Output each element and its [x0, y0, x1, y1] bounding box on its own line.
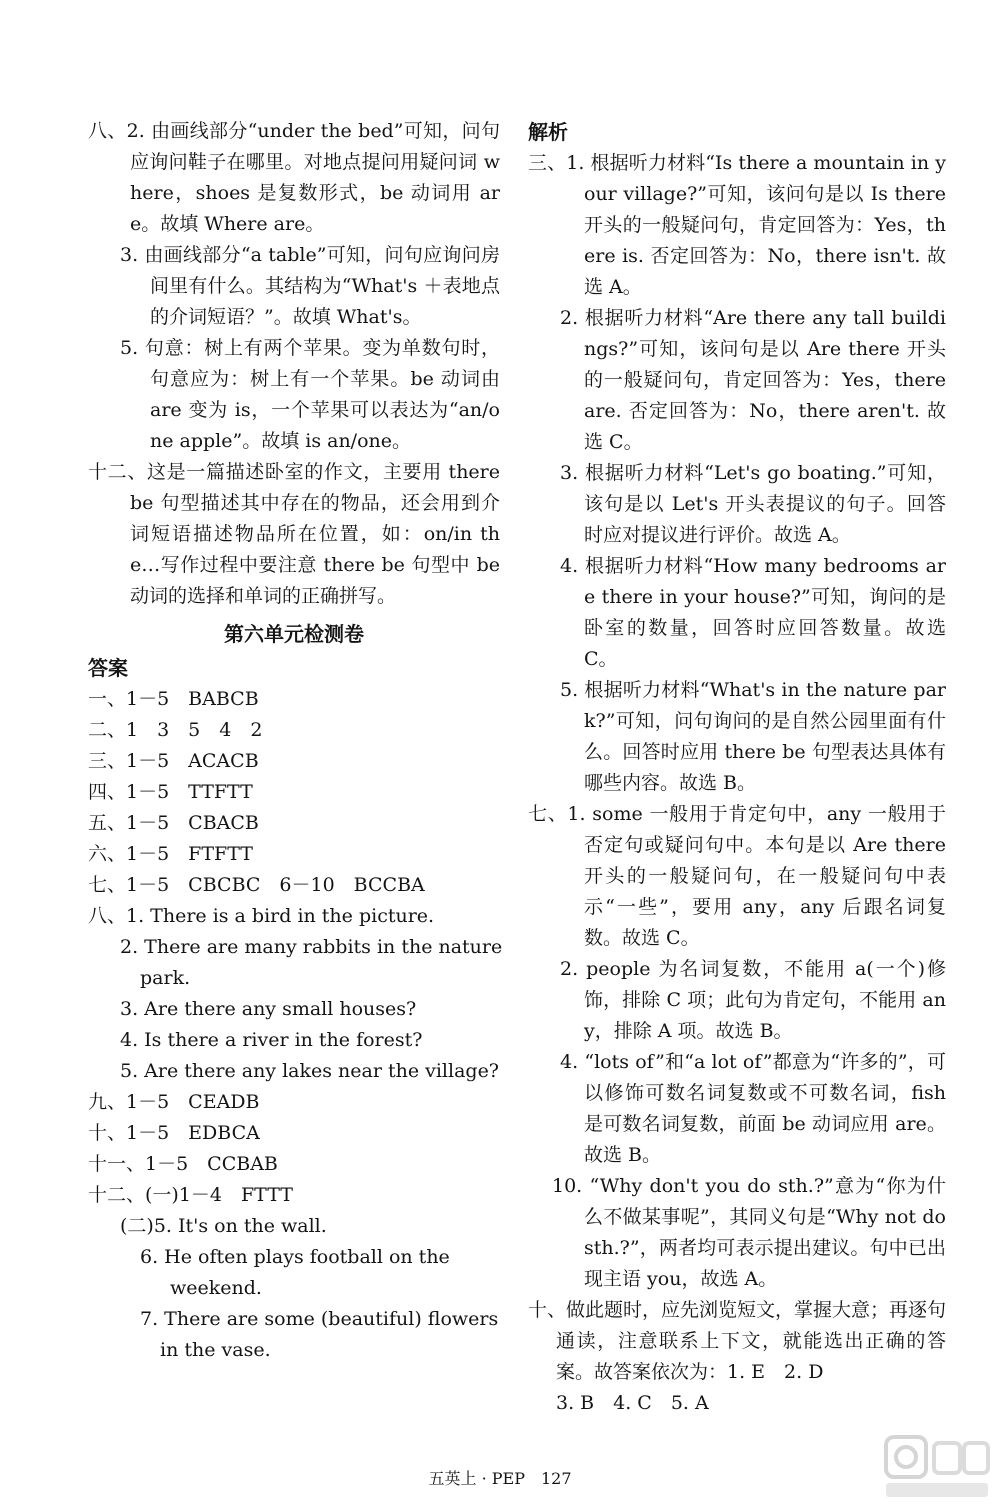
analysis-7-1: 七、1. some 一般用于肯定句中，any 一般用于否定句或疑问句中。本句是以 Are there 开头的一般疑问句，在一般疑问句中表示“一些”，要用 any，any 后跟名词复数。故选 C。 [528, 803, 946, 949]
explanation-8-5: 5. 句意：树上有两个苹果。变为单数句时，句意应为：树上有一个苹果。be 动词由 are 变为 is，一个苹果可以表达为“an/one apple”。故填 is an/one。 [120, 337, 500, 452]
answer-line: 五、1－5 CBACB [88, 812, 259, 834]
answer-line: 十、1－5 EDBCA [88, 1122, 260, 1144]
answer-line: in the vase. [160, 1339, 271, 1361]
answer-line: 一、1－5 BABCB [88, 688, 259, 710]
answer-line: 十二、(一)1－4 FTTT [88, 1184, 293, 1206]
answer-line: 六、1－5 FTFTT [88, 843, 253, 865]
explanation-12: 十二、这是一篇描述卧室的作文，主要用 there be 句型描述其中存在的物品，还会用到介词短语描述物品所在位置，如：on/in the…写作过程中要注意 there be 句型中 be 动词的选择和单词的正确拼写。 [88, 461, 500, 607]
answer-line: 九、1－5 CEADB [88, 1091, 260, 1113]
answer-line: 八、1. There is a bird in the picture. [88, 905, 435, 927]
watermark-logo-icon [882, 1433, 992, 1503]
analysis-heading: 解析 [528, 120, 568, 144]
analysis-3-1: 三、1. 根据听力材料“Is there a mountain in your village?”可知，该问句是以 Is there 开头的一般疑问句，肯定回答为：Yes，there is. 否定回答为：No，there isn't. 故选 A。 [528, 152, 946, 298]
answer-line: park. [140, 967, 191, 989]
page-footer: 五英上 · PEP 127 [428, 1469, 572, 1488]
analysis-3-4: 4. 根据听力材料“How many bedrooms are there in your house?”可知，询问的是卧室的数量，回答时应回答数量。故选 C。 [560, 555, 946, 670]
explanation-8-2: 八、2. 由画线部分“under the bed”可知，问句应询问鞋子在哪里。对地点提问用疑问词 where，shoes 是复数形式，be 动词用 are。故填 Where are。 [88, 120, 500, 235]
answer-heading: 答案 [88, 656, 128, 680]
answer-line: 7. There are some (beautiful) flowers [140, 1308, 499, 1330]
analysis-7-4: 4. “lots of”和“a lot of”都意为“许多的”，可以修饰可数名词复数或不可数名词，fish 是可数名词复数，前面 be 动词应用 are。故选 B。 [560, 1051, 946, 1166]
answer-line: 3. Are there any small houses? [120, 998, 417, 1020]
left-column [88, 116, 503, 1366]
analysis-7-10: 10. “Why don't you do sth.?”意为“你为什么不做某事呢”，其同义句是“Why not do sth.?”，两者均可表示提出建议。句中已出现主语 you，故选 A。 [552, 1175, 946, 1290]
answer-line: 二、1 3 5 4 2 [88, 719, 263, 741]
answer-line: 5. Are there any lakes near the village? [120, 1060, 499, 1082]
answer-line: 4. Is there a river in the forest? [120, 1029, 423, 1051]
analysis-7-2: 2. people 为名词复数，不能用 a(一个)修饰，排除 C 项；此句为肯定句，不能用 any，排除 A 项。故选 B。 [560, 958, 946, 1042]
answer-line: 三、1－5 ACACB [88, 750, 259, 772]
right-column [528, 116, 946, 1419]
answer-line: 十一、1－5 CCBAB [88, 1153, 278, 1175]
answer-line: 2. There are many rabbits in the nature [120, 936, 503, 958]
analysis-3-5: 5. 根据听力材料“What's in the nature park?”可知，问句询问的是自然公园里面有什么。回答时应用 there be 句型表达具体有哪些内容。故选 B。 [560, 679, 946, 794]
answer-line: (二)5. It's on the wall. [120, 1215, 327, 1237]
answer-line: 6. He often plays football on the [140, 1246, 450, 1268]
answer-line: 四、1－5 TTFTT [88, 781, 253, 803]
explanation-8-3: 3. 由画线部分“a table”可知，问句应询问房间里有什么。其结构为“What's ＋表地点的介词短语？”。故填 What's。 [120, 244, 500, 328]
section-title: 第六单元检测卷 [224, 622, 364, 646]
analysis-3-3: 3. 根据听力材料“Let's go boating.”可知，该句是以 Let's 开头表提议的句子。回答时应对提议进行评价。故选 A。 [560, 462, 946, 546]
answer-line: weekend. [170, 1277, 262, 1299]
analysis-10: 十、做此题时，应先浏览短文，掌握大意；再逐句通读，注意联系上下文，就能选出正确的答案。故答案依次为：1. E 2. D [528, 1299, 947, 1383]
analysis-10-cont: 3. B 4. C 5. A [556, 1392, 709, 1414]
answer-line: 七、1－5 CBCBC 6－10 BCCBA [88, 874, 425, 896]
analysis-3-2: 2. 根据听力材料“Are there any tall buildings?”可知，该问句是以 Are there 开头的一般疑问句，肯定回答为：Yes，there are. 否定回答为：No，there aren't. 故选 C。 [560, 307, 946, 453]
